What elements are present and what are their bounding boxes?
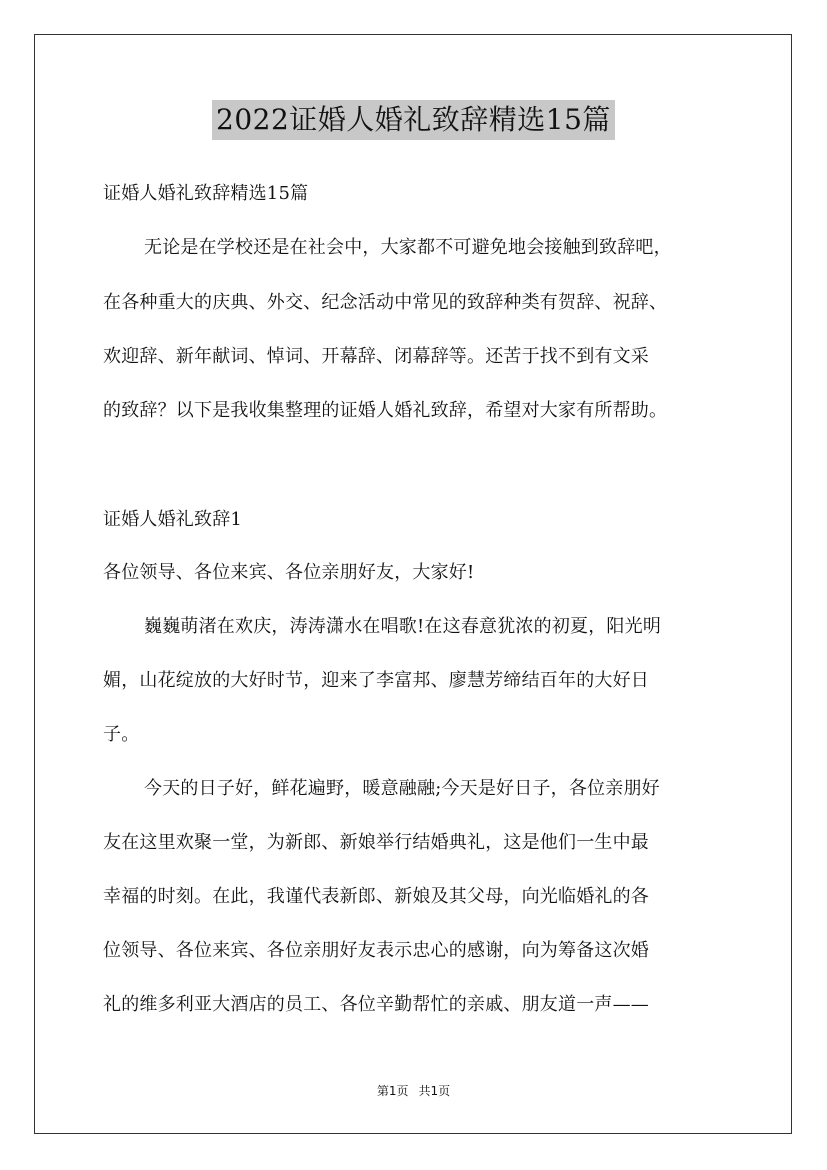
intro-line-3: 欢迎辞、新年献词、悼词、开幕辞、闭幕辞等。还苦于找不到有文采: [103, 346, 649, 367]
greeting: 各位领导、各位来宾、各位亲朋好友，大家好!: [103, 562, 475, 583]
para2-line-5: 礼的维多利亚大酒店的员工、各位辛勤帮忙的亲戚、朋友道一声——: [103, 994, 649, 1015]
para1-line-1: 巍巍萌渚在欢庆，涛涛潇水在唱歌!在这春意犹浓的初夏，阳光明: [144, 616, 662, 637]
section-heading: 证婚人婚礼致辞1: [103, 509, 243, 530]
page-total: 共1页: [418, 1084, 451, 1098]
para2-line-3: 幸福的时刻。在此，我谨代表新郎、新娘及其父母，向光临婚礼的各: [103, 886, 649, 907]
page-number: 第1页: [376, 1084, 409, 1098]
para1-line-2: 媚，山花绽放的大好时节，迎来了李富邦、廖慧芳缔结百年的大好日: [103, 670, 649, 691]
para2-line-1: 今天的日子好，鲜花遍野，暖意融融;今天是好日子，各位亲朋好: [144, 778, 660, 799]
intro-line-1: 无论是在学校还是在社会中，大家都不可避免地会接触到致辞吧，: [144, 237, 672, 258]
title-container: [0, 100, 827, 140]
intro-line-4: 的致辞？以下是我收集整理的证婚人婚礼致辞，希望对大家有所帮助。: [103, 400, 668, 421]
intro-line-2: 在各种重大的庆典、外交、纪念活动中常见的致辞种类有贺辞、祝辞、: [103, 292, 668, 313]
document-title: 2022证婚人婚礼致辞精选15篇: [212, 100, 615, 140]
para1-line-3: 子。: [103, 724, 140, 745]
para2-line-2: 友在这里欢聚一堂，为新郎、新娘举行结婚典礼，这是他们一生中最: [103, 832, 649, 853]
para2-line-4: 位领导、各位来宾、各位亲朋好友表示忠心的感谢，向为筹备这次婚: [103, 940, 649, 961]
page-footer: [0, 1083, 827, 1099]
subtitle: 证婚人婚礼致辞精选15篇: [103, 183, 309, 204]
